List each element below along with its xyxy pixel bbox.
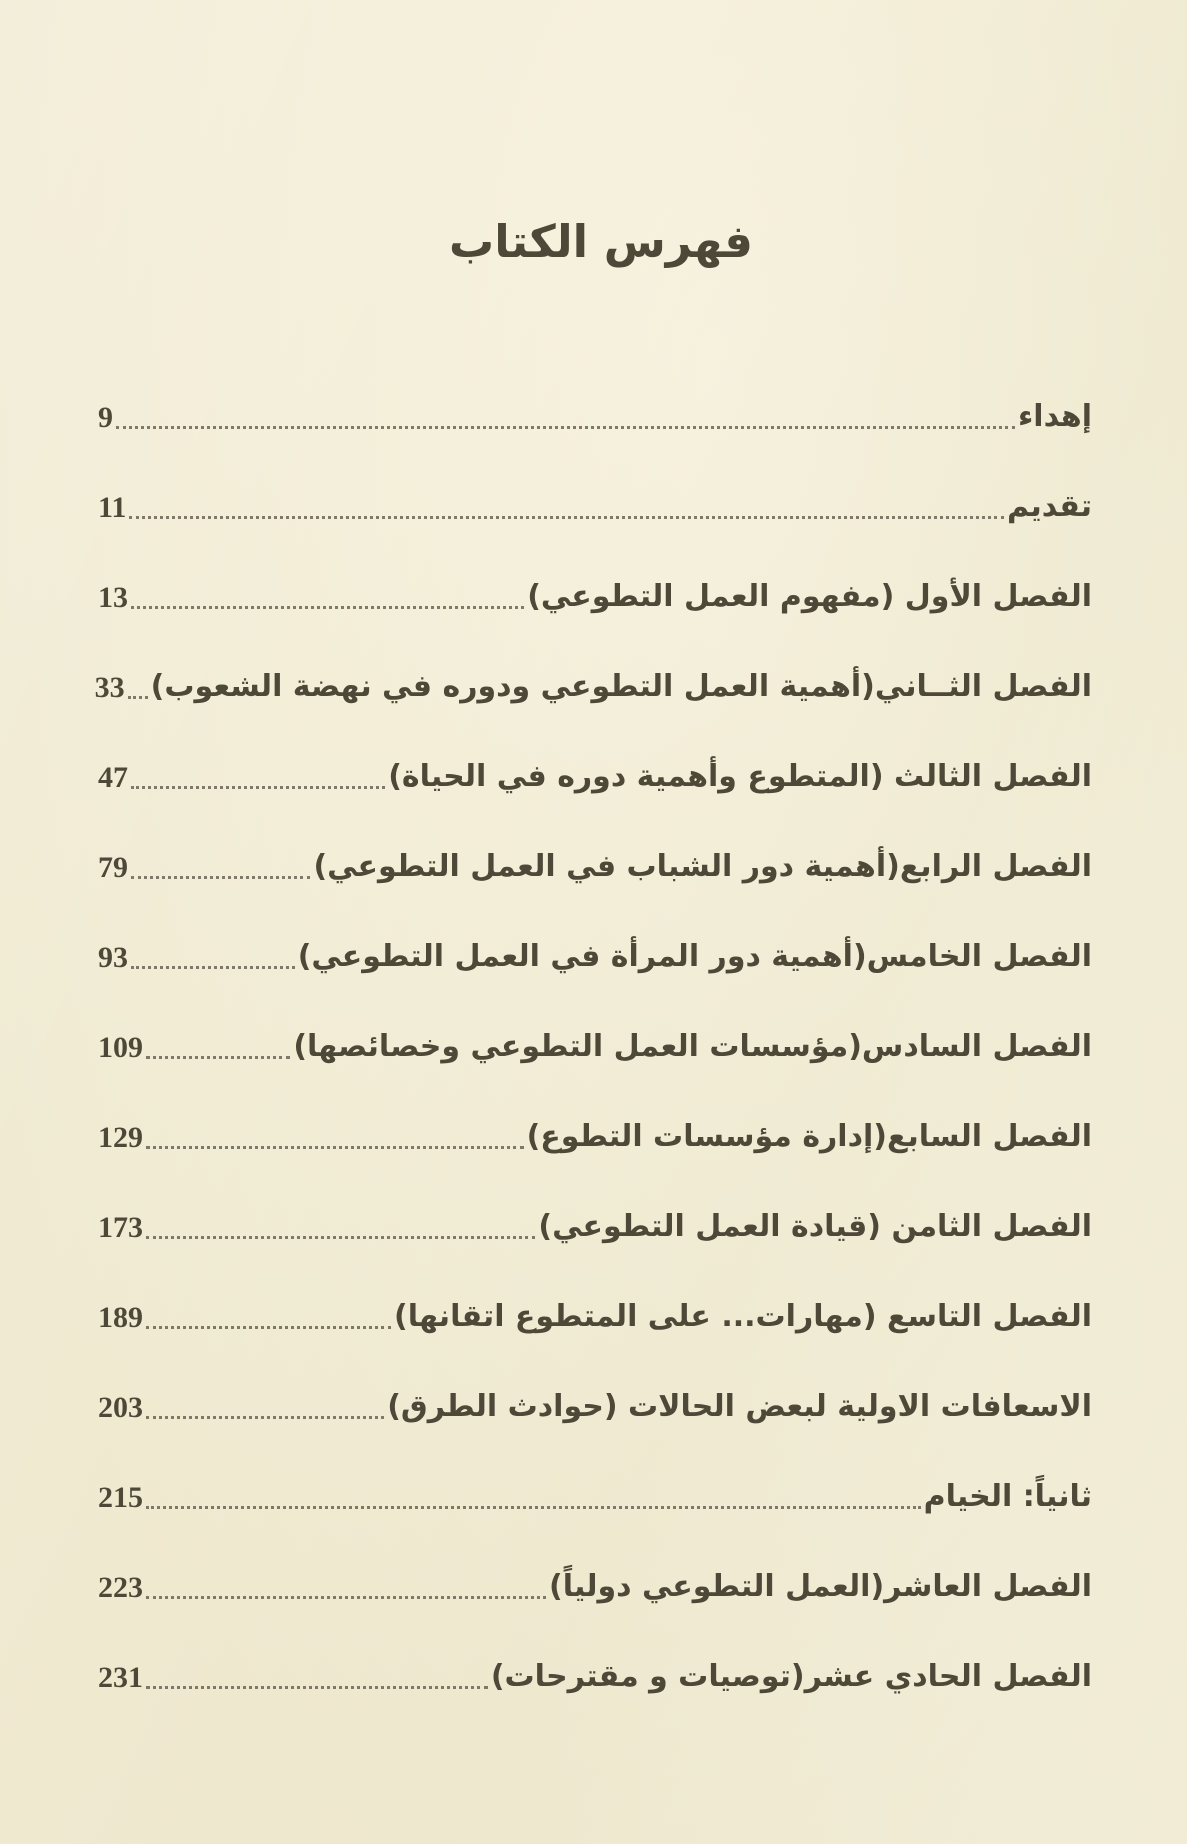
toc-entry-label: الفصل الحادي عشر(توصيات و مقترحات) [490, 1659, 1092, 1694]
toc-entry-label: الفصل الثالث (المتطوع وأهمية دوره في الحياة) [388, 759, 1092, 794]
toc-entry-label: الفصل الخامس(أهمية دور المرأة في العمل التطوعي) [297, 939, 1092, 974]
toc-entry [98, 1206, 1092, 1248]
toc-entry-label: الفصل الأول (مفهوم العمل التطوعي) [527, 579, 1092, 614]
dotted-leader [146, 1416, 384, 1419]
toc-entry [98, 1476, 1092, 1518]
toc-entry-label: إهداء [1017, 399, 1092, 434]
dotted-leader [131, 966, 295, 969]
dotted-leader [146, 1056, 290, 1059]
toc-entry-page-number: 223 [98, 1571, 143, 1604]
dotted-leader [131, 606, 524, 609]
dotted-leader [146, 1236, 535, 1239]
toc-entry-label: الفصل السادس(مؤسسات العمل التطوعي وخصائصها) [293, 1029, 1092, 1064]
toc-entry-page-number: 109 [98, 1031, 143, 1064]
toc-entry [98, 1386, 1092, 1428]
toc-entry-page-number: 173 [98, 1211, 143, 1244]
toc-entry-label: الاسعافات الاولية لبعض الحالات (حوادث الطرق) [387, 1389, 1092, 1424]
dotted-leader [128, 696, 148, 699]
dotted-leader [116, 426, 1015, 429]
page-title: فهرس الكتاب [449, 215, 753, 268]
toc-entry-label: ثانياً: الخيام [923, 1479, 1092, 1514]
toc-entry-label: الفصل العاشر(العمل التطوعي دولياً) [548, 1569, 1092, 1604]
dotted-leader [146, 1506, 921, 1509]
toc-entry-label: الفصل الثــاني(أهمية العمل التطوعي ودوره في نهضة الشعوب) [150, 669, 1092, 704]
dotted-leader [146, 1326, 391, 1329]
toc-entry-page-number: 79 [98, 851, 128, 884]
toc-entry [98, 1656, 1092, 1698]
toc-entry-label: الفصل الرابع(أهمية دور الشباب في العمل التطوعي) [313, 849, 1092, 884]
toc-entry [94, 666, 1092, 708]
dotted-leader [146, 1686, 488, 1689]
dotted-leader [129, 516, 1004, 519]
toc-entry [98, 576, 1092, 618]
toc-entry-label: تقديم [1007, 489, 1092, 524]
dotted-leader [146, 1146, 524, 1149]
toc-entry-label: الفصل السابع(إدارة مؤسسات التطوع) [526, 1119, 1092, 1154]
toc-entry-page-number: 129 [98, 1121, 143, 1154]
toc-entry-page-number: 231 [98, 1661, 143, 1694]
dotted-leader [131, 786, 385, 789]
dotted-leader [131, 876, 310, 879]
toc-entry [98, 846, 1092, 888]
toc-entry-page-number: 189 [98, 1301, 143, 1334]
toc-entry-page-number: 33 [94, 671, 125, 704]
toc-entry-page-number: 11 [98, 491, 127, 524]
toc-entry [98, 1296, 1092, 1338]
toc-entry-page-number: 47 [98, 761, 128, 794]
toc-entry-page-number: 203 [98, 1391, 143, 1424]
toc-entry [98, 396, 1092, 438]
toc-entry [98, 756, 1092, 798]
toc-entry [98, 1116, 1092, 1158]
toc-entry-page-number: 13 [98, 581, 128, 614]
toc-list [94, 396, 1092, 1698]
toc-entry [98, 486, 1092, 528]
toc-entry [98, 1566, 1092, 1608]
toc-entry [98, 1026, 1092, 1068]
dotted-leader [146, 1596, 546, 1599]
toc-entry [98, 936, 1092, 978]
toc-entry-page-number: 9 [98, 401, 113, 434]
toc-entry-page-number: 215 [98, 1481, 143, 1514]
toc-entry-label: الفصل الثامن (قيادة العمل التطوعي) [538, 1209, 1092, 1244]
toc-entry-label: الفصل التاسع (مهارات... على المتطوع اتقانها) [394, 1299, 1092, 1334]
toc-entry-page-number: 93 [98, 941, 128, 974]
